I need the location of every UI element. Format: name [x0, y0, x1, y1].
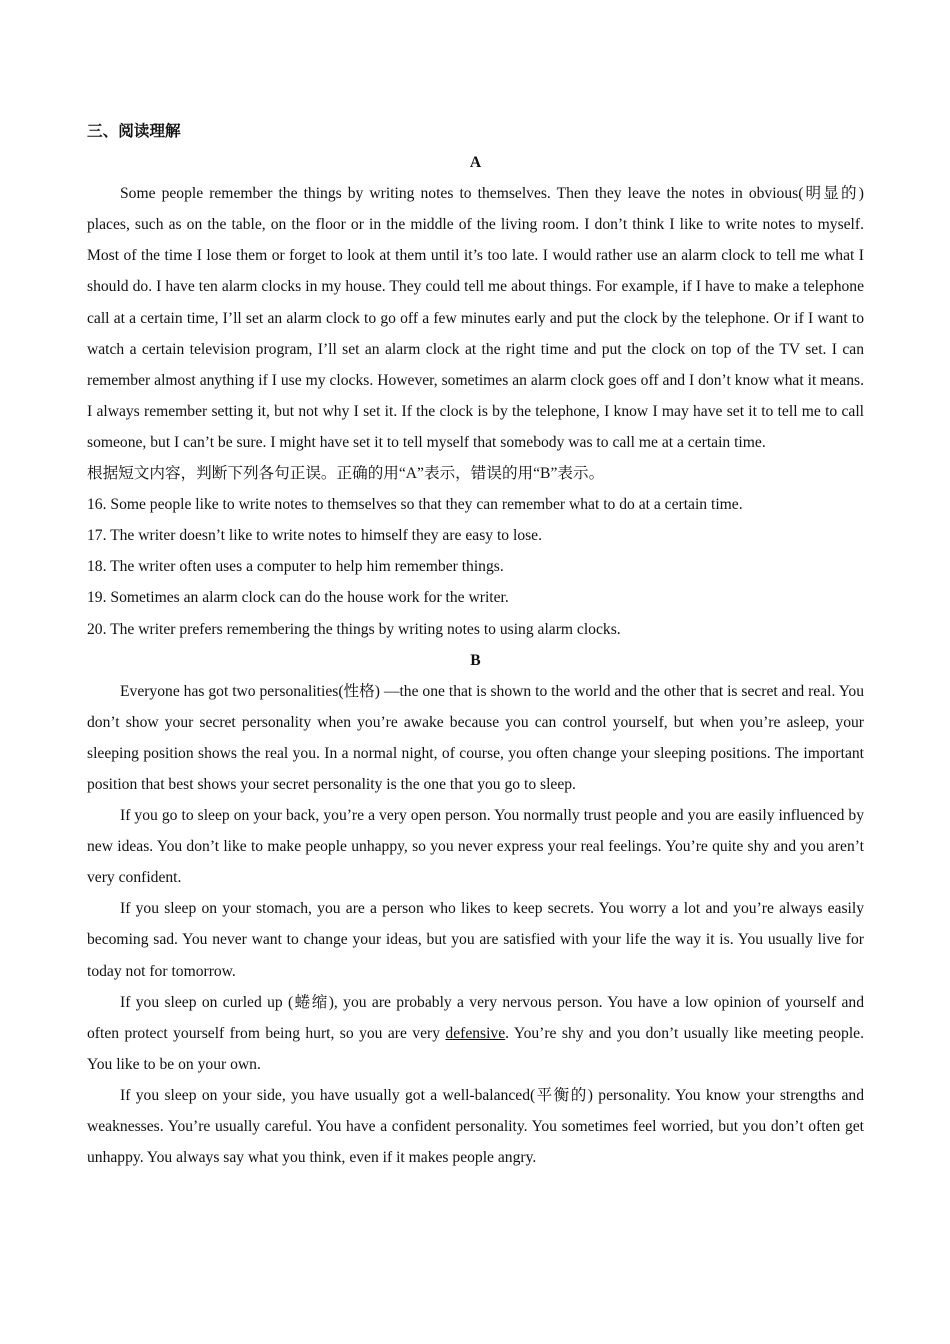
question-19: 19. Sometimes an alarm clock can do the house work for the writer.: [87, 589, 509, 607]
passage-a-title: A: [469, 154, 482, 172]
passage-a-paragraph: Some people remember the things by writing notes to themselves. Then they leave the notes in obvious(明显的) places, such as on the table, on the floor or in the middle of the living room. I don’t think I like to write notes to myself. Most of the time I lose them or forget to look at them until it’s too late. I would rather use an alarm clock to tell me what I should do. I have ten alarm clocks in my house. They could tell me about things. For example, if I have to make a telephone call at a certain time, I’ll set an alarm clock to go off a few minutes early and put the clock by the telephone. Or if I want to watch a certain television program, I’ll set an alarm clock at the right time and put the clock on top of the TV set. I can remember almost anything if I use my clocks. However, sometimes an alarm clock goes off and I don’t know what it means. I always remember setting it, but not why I set it. If the clock is by the telephone, I know I may have set it to tell me to call someone, but I can’t be sure. I might have set it to tell myself that somebody was to call me at a certain time.: [87, 185, 864, 451]
passage-b-title: B: [470, 651, 481, 669]
section-heading: 三、阅读理解: [87, 123, 181, 140]
passage-a-instruction: 根据短文内容，判断下列各句正误。正确的用“A”表示，错误的用“B”表示。: [87, 465, 605, 483]
question-18: 18. The writer often uses a computer to help him remember things.: [87, 558, 504, 576]
passage-b-paragraph-curled: [87, 987, 864, 1080]
curled-text-after: . You’re shy and you don’t usually like meeting people. You like to be on your own.: [87, 1024, 864, 1073]
passage-b-paragraph-back: If you go to sleep on your back, you’re a very open person. You normally trust people and you are easily influenced by new ideas. You don’t like to make people unhappy, so you never express your real feelings. You’re quite shy and you aren’t very confident.: [87, 807, 864, 887]
curled-text-before: If you sleep on curled up (蜷缩), you are probably a very nervous person. You have a low opinion of yourself and often protect yourself from being hurt, so you are very: [87, 993, 864, 1042]
underlined-word-defensive: defensive: [445, 1024, 506, 1042]
document-page: [87, 116, 864, 1173]
passage-b-paragraph-stomach: If you sleep on your stomach, you are a person who likes to keep secrets. You worry a lot and you’re always easily becoming sad. You never want to change your ideas, but you are satisfied with your life the way it is. You usually live for today not for tomorrow.: [87, 900, 864, 980]
question-16: 16. Some people like to write notes to themselves so that they can remember what to do at a certain time.: [87, 496, 743, 514]
passage-b-paragraph-side: If you sleep on your side, you have usually got a well-balanced(平衡的) personality. You know your strengths and weaknesses. You’re usually careful. You have a confident personality. You sometimes feel worried, but you don’t often get unhappy. You always say what you think, even if it makes people angry.: [87, 1086, 864, 1167]
passage-b-paragraph-intro: Everyone has got two personalities(性格) —the one that is shown to the world and the other that is secret and real. You don’t show your secret personality when you’re awake because you can control yourself, but when you’re asleep, your sleeping position shows the real you. In a normal night, of course, you often change your sleeping positions. The important position that best shows your secret personality is the one that you go to sleep.: [87, 682, 864, 793]
question-17: 17. The writer doesn’t like to write notes to himself they are easy to lose.: [87, 527, 542, 545]
question-20: 20. The writer prefers remembering the things by writing notes to using alarm clocks.: [87, 620, 621, 638]
